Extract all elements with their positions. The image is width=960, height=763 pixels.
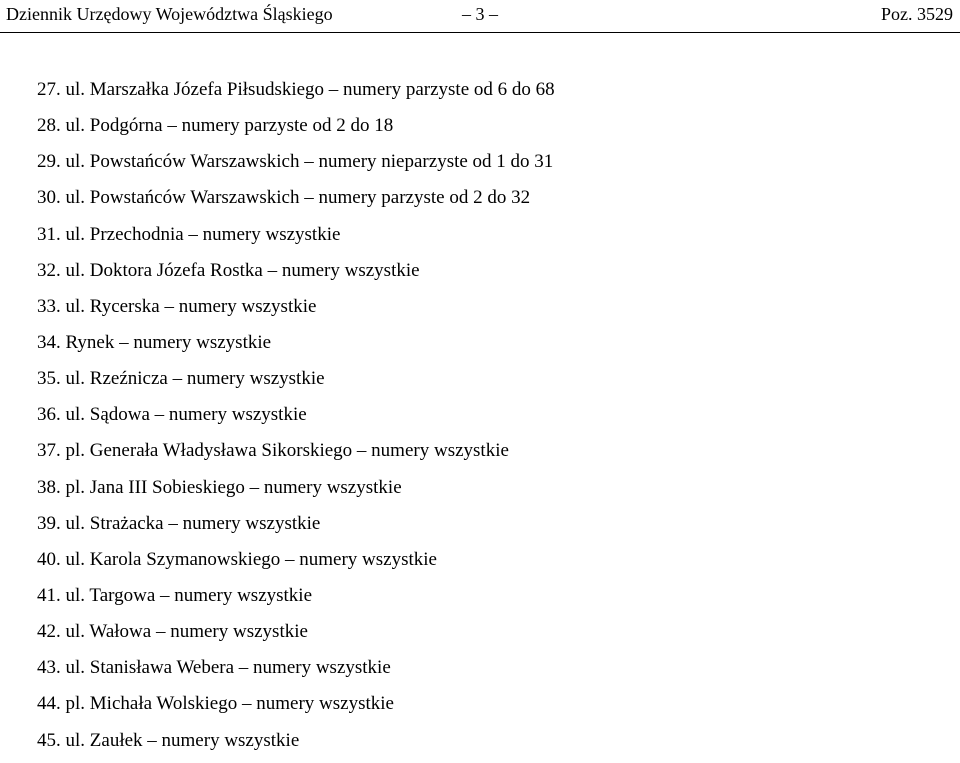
list-item: 27. ul. Marszałka Józefa Piłsudskiego – numery parzyste od 6 do 68	[37, 79, 555, 100]
list-item: 29. ul. Powstańców Warszawskich – numery nieparzyste od 1 do 31	[37, 151, 554, 173]
list-item: 45. ul. Zaułek – numery wszystkie	[37, 729, 300, 751]
list-item: 34. Rynek – numery wszystkie	[37, 331, 272, 353]
list-item: 39. ul. Strażacka – numery wszystkie	[37, 512, 321, 534]
list-item: 32. ul. Doktora Józefa Rostka – numery wszystkie	[37, 259, 420, 281]
list-item: 40. ul. Karola Szymanowskiego – numery wszystkie	[37, 548, 437, 570]
list-item: 28. ul. Podgórna – numery parzyste od 2 do 18	[37, 115, 394, 137]
list-item: 35. ul. Rzeźnicza – numery wszystkie	[37, 368, 325, 390]
list-item: 38. pl. Jana III Sobieskiego – numery wszystkie	[37, 476, 402, 498]
list-item: 44. pl. Michała Wolskiego – numery wszystkie	[37, 693, 394, 715]
journal-title: Dziennik Urzędowy Województwa Śląskiego	[6, 4, 333, 24]
list-item: 30. ul. Powstańców Warszawskich – numery parzyste od 2 do 32	[37, 187, 531, 209]
list-item: 36. ul. Sądowa – numery wszystkie	[37, 404, 307, 426]
list-item: 37. pl. Generała Władysława Sikorskiego – numery wszystkie	[37, 440, 509, 462]
position-number: Poz. 3529	[881, 4, 953, 24]
list-item: 33. ul. Rycerska – numery wszystkie	[37, 295, 317, 317]
page-number: – 3 –	[462, 4, 498, 24]
list-item: 42. ul. Wałowa – numery wszystkie	[37, 621, 308, 643]
list-item: 43. ul. Stanisława Webera – numery wszystkie	[37, 657, 391, 679]
list-item: 31. ul. Przechodnia – numery wszystkie	[37, 223, 341, 245]
list-item: 41. ul. Targowa – numery wszystkie	[37, 584, 313, 606]
page-header	[0, 0, 960, 33]
street-list	[37, 76, 555, 763]
